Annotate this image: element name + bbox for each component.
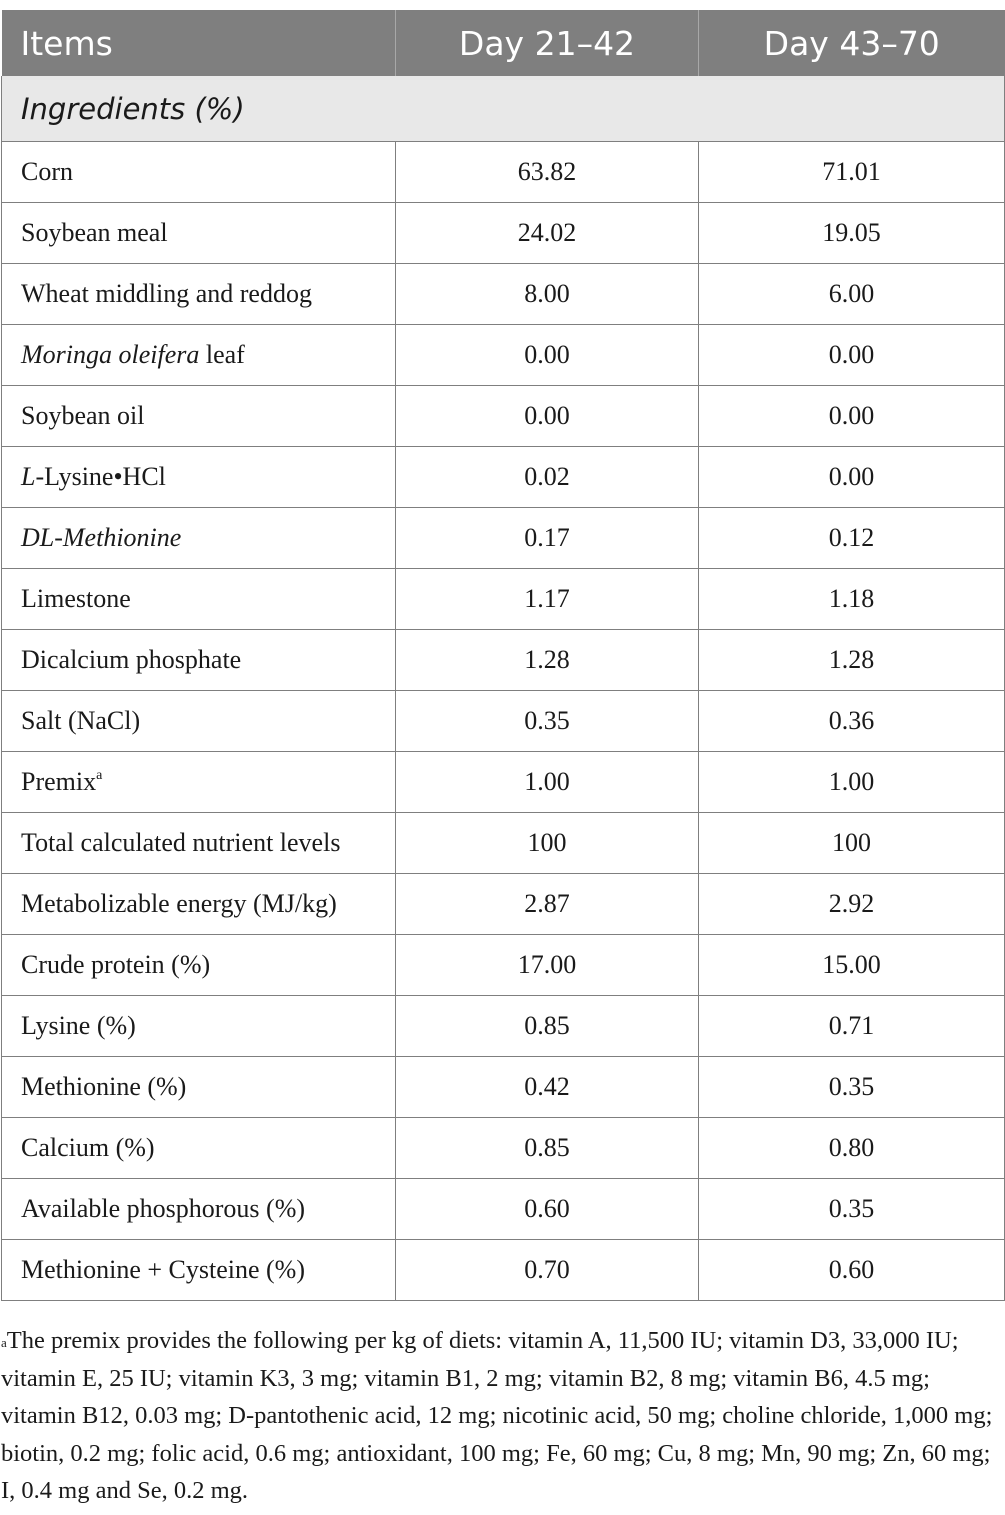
table-header — [2, 10, 1005, 76]
row-label — [2, 508, 396, 569]
table-row — [2, 264, 1005, 325]
header-day-43-70: Day 43–70 — [699, 10, 1005, 76]
row-label — [2, 1179, 396, 1240]
cell-day-43-70: 1.28 — [699, 630, 1005, 691]
row-label-text: Salt (NaCl) — [21, 706, 141, 735]
row-label-italic: Moringa oleifera — [21, 340, 200, 369]
table-row — [2, 691, 1005, 752]
row-label-text: Calcium (%) — [21, 1133, 155, 1162]
row-label-text: Wheat middling and reddog — [21, 279, 312, 308]
table-row — [2, 813, 1005, 874]
table-footnote — [1, 1322, 1001, 1510]
row-label — [2, 325, 396, 386]
row-label — [2, 1240, 396, 1301]
cell-day-21-42: 0.17 — [396, 508, 699, 569]
table-row — [2, 752, 1005, 813]
row-label — [2, 935, 396, 996]
row-label-text: Crude protein (%) — [21, 950, 211, 979]
footnote-ref: a — [96, 768, 103, 783]
row-label — [2, 569, 396, 630]
cell-day-21-42: 8.00 — [396, 264, 699, 325]
row-label-text: Premix — [21, 767, 97, 796]
table-row — [2, 1118, 1005, 1179]
cell-day-43-70: 0.00 — [699, 386, 1005, 447]
row-label-text: Corn — [21, 157, 73, 186]
cell-day-43-70: 0.60 — [699, 1240, 1005, 1301]
diet-composition-table-container — [1, 10, 1004, 1301]
row-label — [2, 874, 396, 935]
section-row — [2, 76, 1005, 142]
cell-day-43-70: 6.00 — [699, 264, 1005, 325]
section-label: Ingredients (%) — [2, 76, 1005, 142]
row-label-text: Dicalcium phosphate — [21, 645, 242, 674]
table-row — [2, 325, 1005, 386]
table-row — [2, 203, 1005, 264]
table-body — [2, 76, 1005, 1301]
row-label-text: Lysine (%) — [21, 1011, 136, 1040]
diet-composition-table — [1, 10, 1005, 1301]
row-label — [2, 630, 396, 691]
cell-day-21-42: 17.00 — [396, 935, 699, 996]
row-label — [2, 996, 396, 1057]
cell-day-43-70: 100 — [699, 813, 1005, 874]
cell-day-21-42: 0.60 — [396, 1179, 699, 1240]
cell-day-21-42: 63.82 — [396, 142, 699, 203]
cell-day-43-70: 0.00 — [699, 325, 1005, 386]
row-label — [2, 264, 396, 325]
cell-day-21-42: 1.17 — [396, 569, 699, 630]
row-label-text: Methionine (%) — [21, 1072, 187, 1101]
row-label-text: Soybean oil — [21, 401, 145, 430]
cell-day-21-42: 0.85 — [396, 1118, 699, 1179]
row-label — [2, 447, 396, 508]
cell-day-21-42: 0.70 — [396, 1240, 699, 1301]
cell-day-21-42: 0.35 — [396, 691, 699, 752]
row-label-rest: leaf — [199, 340, 245, 369]
cell-day-43-70: 0.12 — [699, 508, 1005, 569]
cell-day-43-70: 0.35 — [699, 1057, 1005, 1118]
row-label — [2, 1118, 396, 1179]
table-row — [2, 569, 1005, 630]
cell-day-43-70: 1.00 — [699, 752, 1005, 813]
cell-day-43-70: 0.00 — [699, 447, 1005, 508]
table-row — [2, 1240, 1005, 1301]
cell-day-21-42: 1.00 — [396, 752, 699, 813]
row-label — [2, 752, 396, 813]
cell-day-43-70: 19.05 — [699, 203, 1005, 264]
cell-day-43-70: 71.01 — [699, 142, 1005, 203]
row-label-text: Available phosphorous (%) — [21, 1194, 306, 1223]
cell-day-43-70: 15.00 — [699, 935, 1005, 996]
row-label-text: Metabolizable energy (MJ/kg) — [21, 889, 337, 918]
row-label — [2, 813, 396, 874]
cell-day-21-42: 0.02 — [396, 447, 699, 508]
cell-day-21-42: 1.28 — [396, 630, 699, 691]
cell-day-21-42: 100 — [396, 813, 699, 874]
row-label-text: Total calculated nutrient levels — [21, 828, 341, 857]
header-items: Items — [2, 10, 396, 76]
header-day-21-42: Day 21–42 — [396, 10, 699, 76]
cell-day-21-42: 0.00 — [396, 325, 699, 386]
table-row — [2, 1179, 1005, 1240]
row-label-italic: DL-Methionine — [21, 523, 182, 552]
row-label — [2, 142, 396, 203]
header-row — [2, 10, 1005, 76]
row-label-text: Limestone — [21, 584, 131, 613]
table-row — [2, 1057, 1005, 1118]
cell-day-21-42: 0.00 — [396, 386, 699, 447]
row-label-italic: L — [21, 462, 36, 491]
row-label-rest: -Lysine•HCl — [35, 462, 166, 491]
cell-day-43-70: 0.35 — [699, 1179, 1005, 1240]
table-row — [2, 996, 1005, 1057]
row-label — [2, 691, 396, 752]
table-row — [2, 508, 1005, 569]
table-row — [2, 874, 1005, 935]
table-row — [2, 142, 1005, 203]
cell-day-43-70: 0.71 — [699, 996, 1005, 1057]
cell-day-43-70: 0.36 — [699, 691, 1005, 752]
cell-day-21-42: 24.02 — [396, 203, 699, 264]
cell-day-21-42: 2.87 — [396, 874, 699, 935]
row-label — [2, 1057, 396, 1118]
footnote-text: The premix provides the following per kg of diets: vitamin A, 11,500 IU; vitamin D3, 33,000 IU; vitamin E, 25 IU; vitamin K3, 3 mg; vitamin B1, 2 mg; vitamin B2, 8 mg; vitamin B6, 4.5 mg; vitamin B12, 0.03 mg; D-pantothenic acid, 12 mg; nicotinic acid, 50 mg; choline chloride, 1,000 mg; biotin, 0.2 mg; folic acid, 0.6 mg; antioxidant, 100 mg; Fe, 60 mg; Cu, 8 mg; Mn, 90 mg; Zn, 60 mg; I, 0.4 mg and Se, 0.2 mg. — [1, 1327, 993, 1504]
table-row — [2, 386, 1005, 447]
footnote-marker: a — [1, 1335, 7, 1350]
row-label-text: Methionine + Cysteine (%) — [21, 1255, 305, 1284]
table-row — [2, 447, 1005, 508]
row-label — [2, 386, 396, 447]
table-row — [2, 935, 1005, 996]
cell-day-43-70: 1.18 — [699, 569, 1005, 630]
cell-day-21-42: 0.42 — [396, 1057, 699, 1118]
row-label — [2, 203, 396, 264]
cell-day-21-42: 0.85 — [396, 996, 699, 1057]
cell-day-43-70: 0.80 — [699, 1118, 1005, 1179]
cell-day-43-70: 2.92 — [699, 874, 1005, 935]
row-label-text: Soybean meal — [21, 218, 168, 247]
table-row — [2, 630, 1005, 691]
